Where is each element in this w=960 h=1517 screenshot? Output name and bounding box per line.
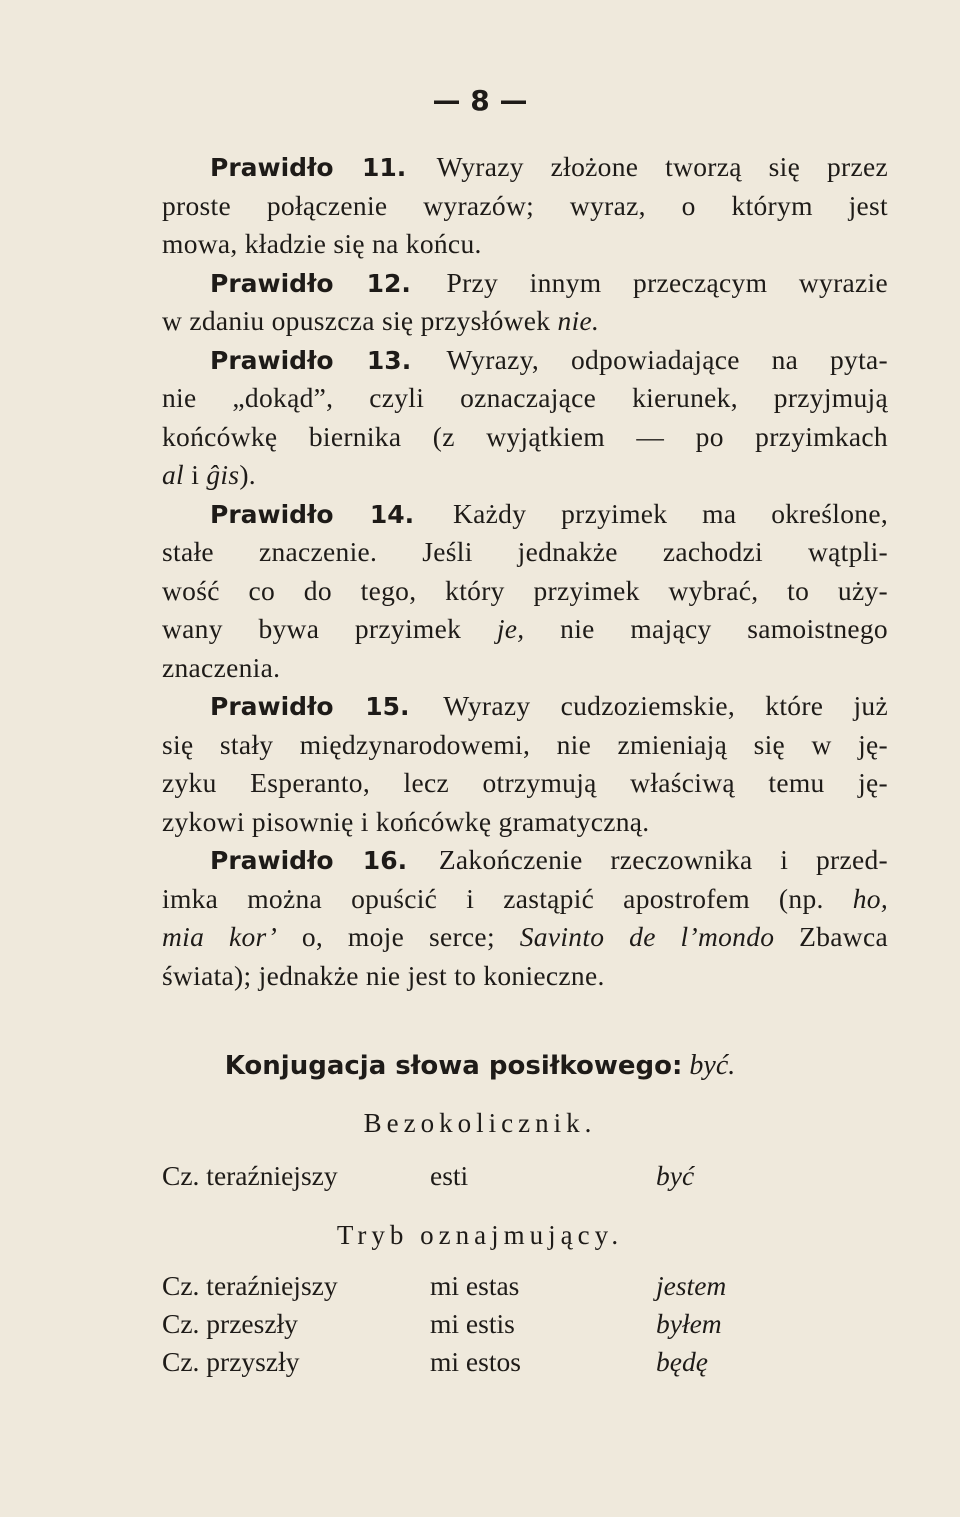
esperanto-form: mi estos — [430, 1346, 521, 1377]
rule-13-line-4: al i ĝis). — [162, 459, 256, 490]
indicative-row-present — [162, 1270, 888, 1308]
esperanto-form: mi estis — [430, 1308, 515, 1339]
page-number: — 8 — — [432, 84, 528, 117]
rule-14-line-3: wość co do tego, który przyimek wybrać, to uży- — [162, 574, 888, 606]
rule-16-line-3: mia kor’ o, moje serce; Savinto de l’mondo Zbawca — [162, 921, 888, 952]
rule-12-label: Prawidło 12. — [210, 268, 411, 298]
tense-label: Cz. przeszły — [162, 1308, 298, 1339]
tense-label: Cz. przyszły — [162, 1346, 300, 1377]
rule-13-line-3: końcówkę biernika (z wyjątkiem — po przyimkach — [162, 420, 888, 452]
rule-11-line-2: proste połączenie wyrazów; wyraz, o którym jest — [162, 189, 888, 221]
rule-13-line-1: Prawidło 13. Wyrazy, odpowiadające na pyta- — [210, 343, 889, 375]
tense-label: Cz. teraźniejszy — [162, 1160, 338, 1191]
indicative-header: Tryb oznajmujący. — [336, 1220, 624, 1250]
indicative-row-past — [162, 1308, 888, 1346]
rule-15-line-4: zykowi pisownię i końcówkę gramatyczną. — [162, 805, 650, 837]
rule-14-line-1: Prawidło 14. Każdy przyimek ma określone, — [210, 497, 888, 529]
rule-14-line-2: stałe znaczenie. Jeśli jednakże zachodzi wątpli- — [162, 536, 888, 567]
indicative-row-future — [162, 1346, 888, 1384]
polish-form: być — [656, 1160, 695, 1191]
rule-14-line-5: znaczenia. — [162, 651, 281, 683]
rule-12-line-2: w zdaniu opuszcza się przysłówek nie. — [162, 305, 600, 336]
rule-14-line-4: wany bywa przyimek je, nie mający samoistnego — [162, 613, 888, 644]
polish-form: jestem — [656, 1270, 727, 1301]
conjugation-title: Konjugacja słowa posiłkowego: być. — [224, 1050, 736, 1081]
rule-15-line-2: się stały międzynarodowemi, nie zmieniają się w ję- — [162, 728, 888, 760]
rule-11-line-3: mowa, kładzie się na końcu. — [162, 228, 482, 259]
esperanto-form: mi estas — [430, 1270, 520, 1301]
rule-15-line-1: Prawidło 15. Wyrazy cudzoziemskie, które już — [210, 690, 888, 721]
rule-16-line-1: Prawidło 16. Zakończenie rzeczownika i przed- — [210, 844, 888, 875]
rule-13-line-2: nie „dokąd”, czyli oznaczające kierunek, przyjmują — [162, 382, 888, 413]
rule-14-label: Prawidło 14. — [210, 499, 415, 529]
rules-text — [162, 148, 888, 995]
rule-13-label: Prawidło 13. — [210, 345, 412, 375]
polish-form: będę — [656, 1346, 708, 1377]
rule-11-line-1: Prawidło 11. Wyrazy złożone tworzą się przez — [210, 151, 889, 182]
rule-15-label: Prawidło 15. — [210, 692, 410, 721]
tense-label: Cz. teraźniejszy — [162, 1270, 338, 1301]
rule-16-label: Prawidło 16. — [210, 846, 408, 875]
rule-15-line-3: zyku Esperanto, lecz otrzymują właściwą temu ję- — [162, 767, 888, 798]
rule-16-line-2: imka można opuścić i zastąpić apostrofem (np. ho, — [162, 882, 888, 914]
infinitive-header: Bezokolicznik. — [363, 1108, 597, 1138]
rule-11-label: Prawidło 11. — [210, 153, 407, 182]
infinitive-row — [162, 1160, 888, 1198]
rule-12-line-1: Prawidło 12. Przy innym przeczącym wyrazie — [210, 266, 888, 298]
esperanto-form: esti — [430, 1160, 469, 1191]
rule-16-line-4: świata); jednakże nie jest to konieczne. — [162, 959, 605, 991]
polish-form: byłem — [656, 1308, 722, 1339]
